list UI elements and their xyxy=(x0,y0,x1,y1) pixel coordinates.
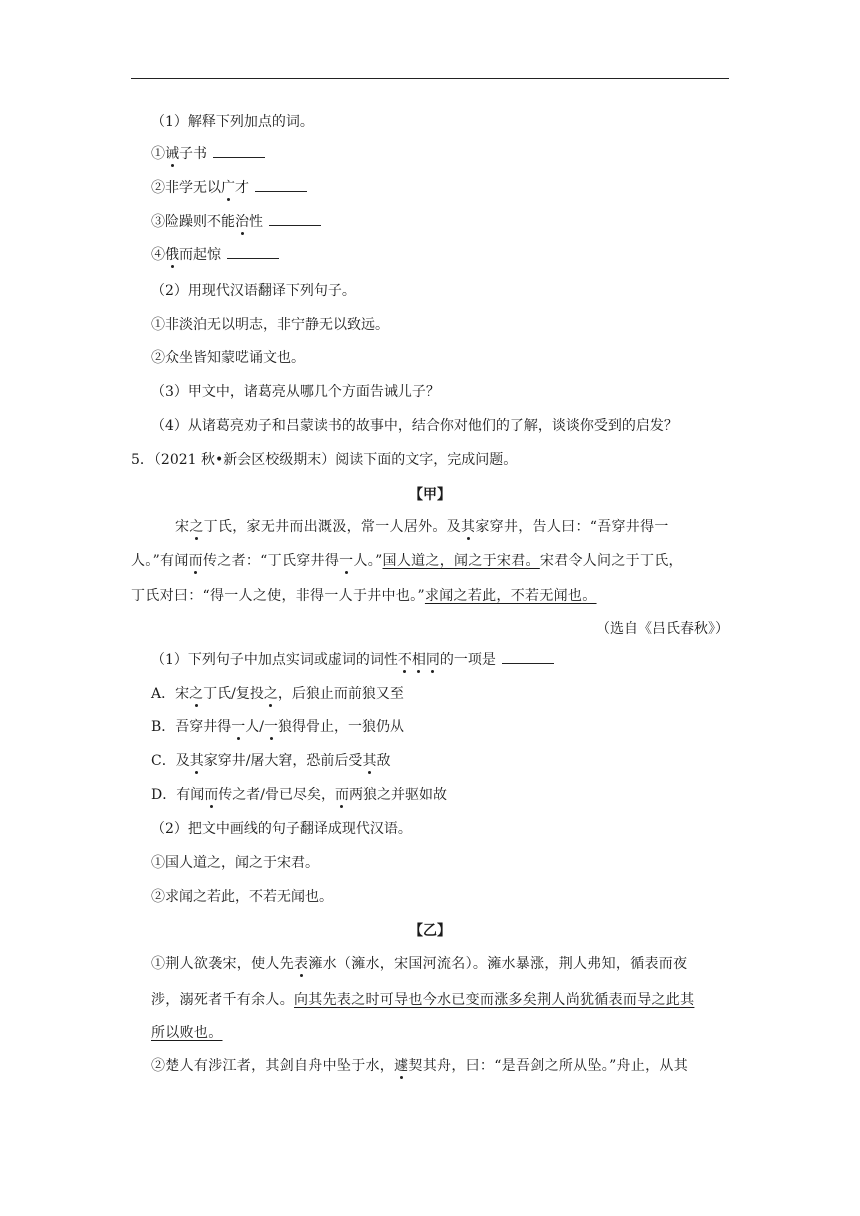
q5-sub2-item-2: ②求闻之若此，不若无闻也。 xyxy=(151,889,333,905)
answer-blank[interactable] xyxy=(502,651,554,664)
answer-blank[interactable] xyxy=(213,145,265,158)
q5-yi-p1-line-3 xyxy=(151,1024,223,1042)
answer-blank[interactable] xyxy=(269,213,321,226)
emphasis-char: 相 xyxy=(411,652,426,668)
q4-sub3: （3）甲文中，诸葛亮从哪几个方面告诫儿子？ xyxy=(151,384,440,400)
underlined-sentence: 求闻之若此，不若无闻也。 xyxy=(424,588,597,604)
q4-sub1-item-3: ③险躁则不能治性 xyxy=(151,213,321,231)
q5-sub1-option-b[interactable]: B．吾穿井得一人/一狼得骨止，一狼仍从 xyxy=(151,719,405,735)
underlined-sentence: 所以败也。 xyxy=(151,1025,223,1041)
q5-header: 5．（2021 秋•新会区校级期末）阅读下面的文字，完成问题。 xyxy=(131,452,518,468)
q5-jia-line-1: 宋之丁氏，家无井而出溉汲，常一人居外。及其家穿井，告人曰：“吾穿井得一 xyxy=(175,519,669,535)
q5-sub2-stem: （2）把文中画线的句子翻译成现代汉语。 xyxy=(151,821,412,837)
q5-sub1-option-d[interactable]: D．有闻而传之者/骨已尽矣，而两狼之并驱如故 xyxy=(151,787,447,803)
q5-sub1-stem: （1）下列句子中加点实词或虚词的词性不相同的一项是 xyxy=(151,651,554,669)
q5-sub1-option-a[interactable]: A．宋之丁氏/复投之，后狼止而前狼又至 xyxy=(151,686,404,702)
q4-sub2-item-1: ①非淡泊无以明志，非宁静无以致远。 xyxy=(151,317,389,333)
q4-sub1-stem: （1）解释下列加点的词。 xyxy=(151,114,314,130)
q5-jia-line-2: 人。”有闻而传之者：“丁氏穿井得一人。”国人道之，闻之于宋君。宋君令人问之于丁氏， xyxy=(131,553,683,569)
answer-blank[interactable] xyxy=(255,179,307,192)
q5-jia-source: （选自《吕氏春秋》） xyxy=(596,621,729,637)
q5-sub2-item-1: ①国人道之，闻之于宋君。 xyxy=(151,855,319,871)
answer-blank[interactable] xyxy=(227,246,279,259)
q5-jia-line-3: 丁氏对曰：“得一人之使，非得一人于井中也。”求闻之若此，不若无闻也。 xyxy=(131,588,597,604)
q5-yi-p2-line-1: ②楚人有涉江者，其剑自舟中坠于水，遽契其舟，曰：“是吾剑之所从坠。”舟止，从其 xyxy=(151,1058,689,1074)
q4-sub4: （4）从诸葛亮劝子和吕蒙读书的故事中，结合你对他们的了解，谈谈你受到的启发？ xyxy=(151,418,678,434)
q5-yi-p1-line-1: ①荆人欲袭宋，使人先表澭水（澭水，宋国河流名）。澭水暴涨，荆人弗知，循表而夜 xyxy=(151,956,688,972)
emphasis-char: 不 xyxy=(397,652,412,668)
q5-jia-title: 【甲】 xyxy=(409,487,451,503)
q5-yi-title: 【乙】 xyxy=(409,923,451,939)
q4-sub1-item-1: ①诫子书 xyxy=(151,145,265,163)
q5-yi-p1-line-2: 涉，溺死者千有余人。向其先表之时可导也今水已变而涨多矣荆人尚犹循表而导之此其 xyxy=(151,992,695,1008)
underlined-sentence: 向其先表之时可导也今水已变而涨多矣荆人尚犹循表而导之此其 xyxy=(294,992,695,1008)
header-rule xyxy=(131,78,729,79)
q4-sub2-stem: （2）用现代汉语翻译下列句子。 xyxy=(151,283,356,299)
underlined-sentence: 国人道之，闻之于宋君。 xyxy=(382,553,540,569)
emphasis-dotted xyxy=(398,652,440,668)
q5-sub1-option-c[interactable]: C．及其家穿井/屠大窘，恐前后受其敌 xyxy=(151,753,391,769)
q4-sub1-item-4: ④俄而起惊 xyxy=(151,246,279,264)
q4-sub1-item-2: ②非学无以广才 xyxy=(151,179,307,197)
emphasis-char: 同 xyxy=(425,652,440,668)
q4-sub2-item-2: ②众坐皆知蒙呓诵文也。 xyxy=(151,350,305,366)
